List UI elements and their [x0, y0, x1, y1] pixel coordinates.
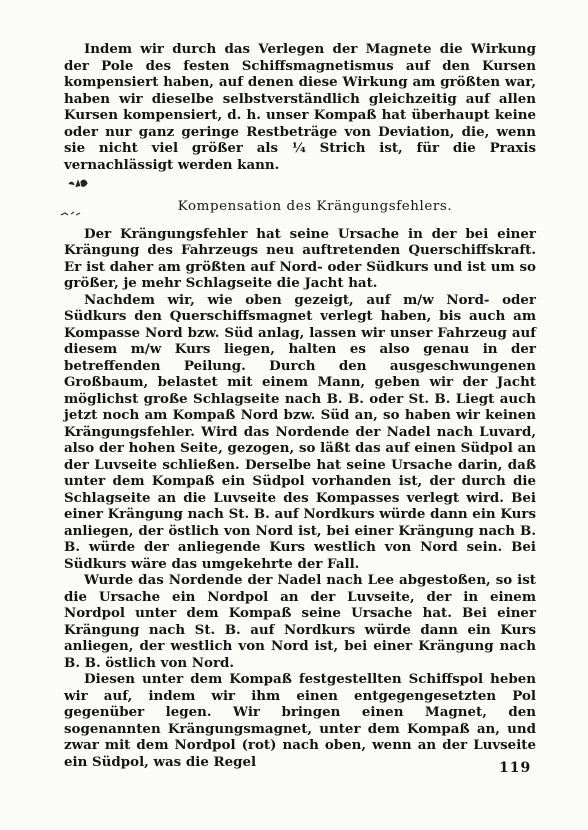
paragraph-deviation-summary: Indem wir durch das Verlegen der Magnete die Wirkung der Pole des festen Schiffsmagnetismus auf den Kursen kompensiert haben, auf denen diese Wirkung am größten war, haben wir dieselbe selbstverständlich gleichzeitig auf allen Kursen kompensiert, d. h. unser Kompaß hat überhaupt keine oder nur ganz geringe Restbeträge von Deviation, die, wenn sie nicht viel größer als ¼ Strich ist, für die Praxis vernachlässigt werden kann. [64, 41, 536, 173]
paragraph-north-pole-case: Wurde das Nordende der Nadel nach Lee abgestoßen, so ist die Ursache ein Nordpol an der Luvseite, der in einem Nordpol unter dem Kompaß seine Ursache hat. Bei einer Krängung nach St. B. auf Nordkurs würde dann ein Kurs anliegen, der westlich von Nord ist, bei einer Krängung nach B. B. östlich von Nord. [64, 572, 536, 671]
paragraph-heeling-magnet: Diesen unter dem Kompaß festgestellten Schiffspol heben wir auf, indem wir ihm einen entgegengesetzten Pol gegenüber legen. Wir bringen einen Magnet, den sogenannten Krängungsmagnet, unter dem Kompaß an, und zwar mit dem Nordpol (rot) nach oben, wenn an der Luvseite ein Südpol, was die Regel [64, 671, 536, 770]
ink-speck-mark [60, 210, 82, 218]
page-number: 119 [499, 760, 532, 776]
text-body [64, 41, 536, 770]
section-heading: Kompensation des Krängungsfehlers. [177, 199, 453, 214]
ink-smudge-mark [68, 177, 88, 189]
section-gap [64, 173, 536, 199]
paragraph-heel-error-cause: Der Krängungsfehler hat seine Ursache in der bei einer Krängung des Fahrzeugs neu auftretenden Querschiffskraft. Er ist daher am größten auf Nord- oder Südkurs und ist um so größer, je mehr Schlagseite die Jacht hat. [64, 225, 536, 291]
paragraph-heel-procedure: Nachdem wir, wie oben gezeigt, auf m/w Nord- oder Südkurs den Querschiffsmagnet verlegt haben, bis auch am Kompasse Nord bzw. Süd anlag, lassen wir unser Fahrzeug auf diesem m/w Kurs liegen, halten es also genau in der betreffenden Peilung. Durch den ausgeschwungenen Großbaum, belastet mit einem Mann, geben wir der Jacht möglichst große Schlagseite nach B. B. oder St. B. Liegt auch jetzt noch am Kompaß Nord bzw. Süd an, so haben wir keinen Krängungsfehler. Wird das Nordende der Nadel nach Luvard, also der hohen Seite, gezogen, so läßt das auf einen Südpol an der Luvseite schließen. Derselbe hat seine Ursache darin, daß unter dem Kompaß ein Südpol vorhanden ist, der durch die Schlagseite an die Luvseite des Kompasses verlegt wird. Bei einer Krängung nach St. B. auf Nordkurs würde dann ein Kurs anliegen, der östlich von Nord ist, bei einer Krängung nach B. B. würde der anliegende Kurs westlich von Nord sein. Bei Südkurs wäre das umgekehrte der Fall. [64, 291, 536, 572]
